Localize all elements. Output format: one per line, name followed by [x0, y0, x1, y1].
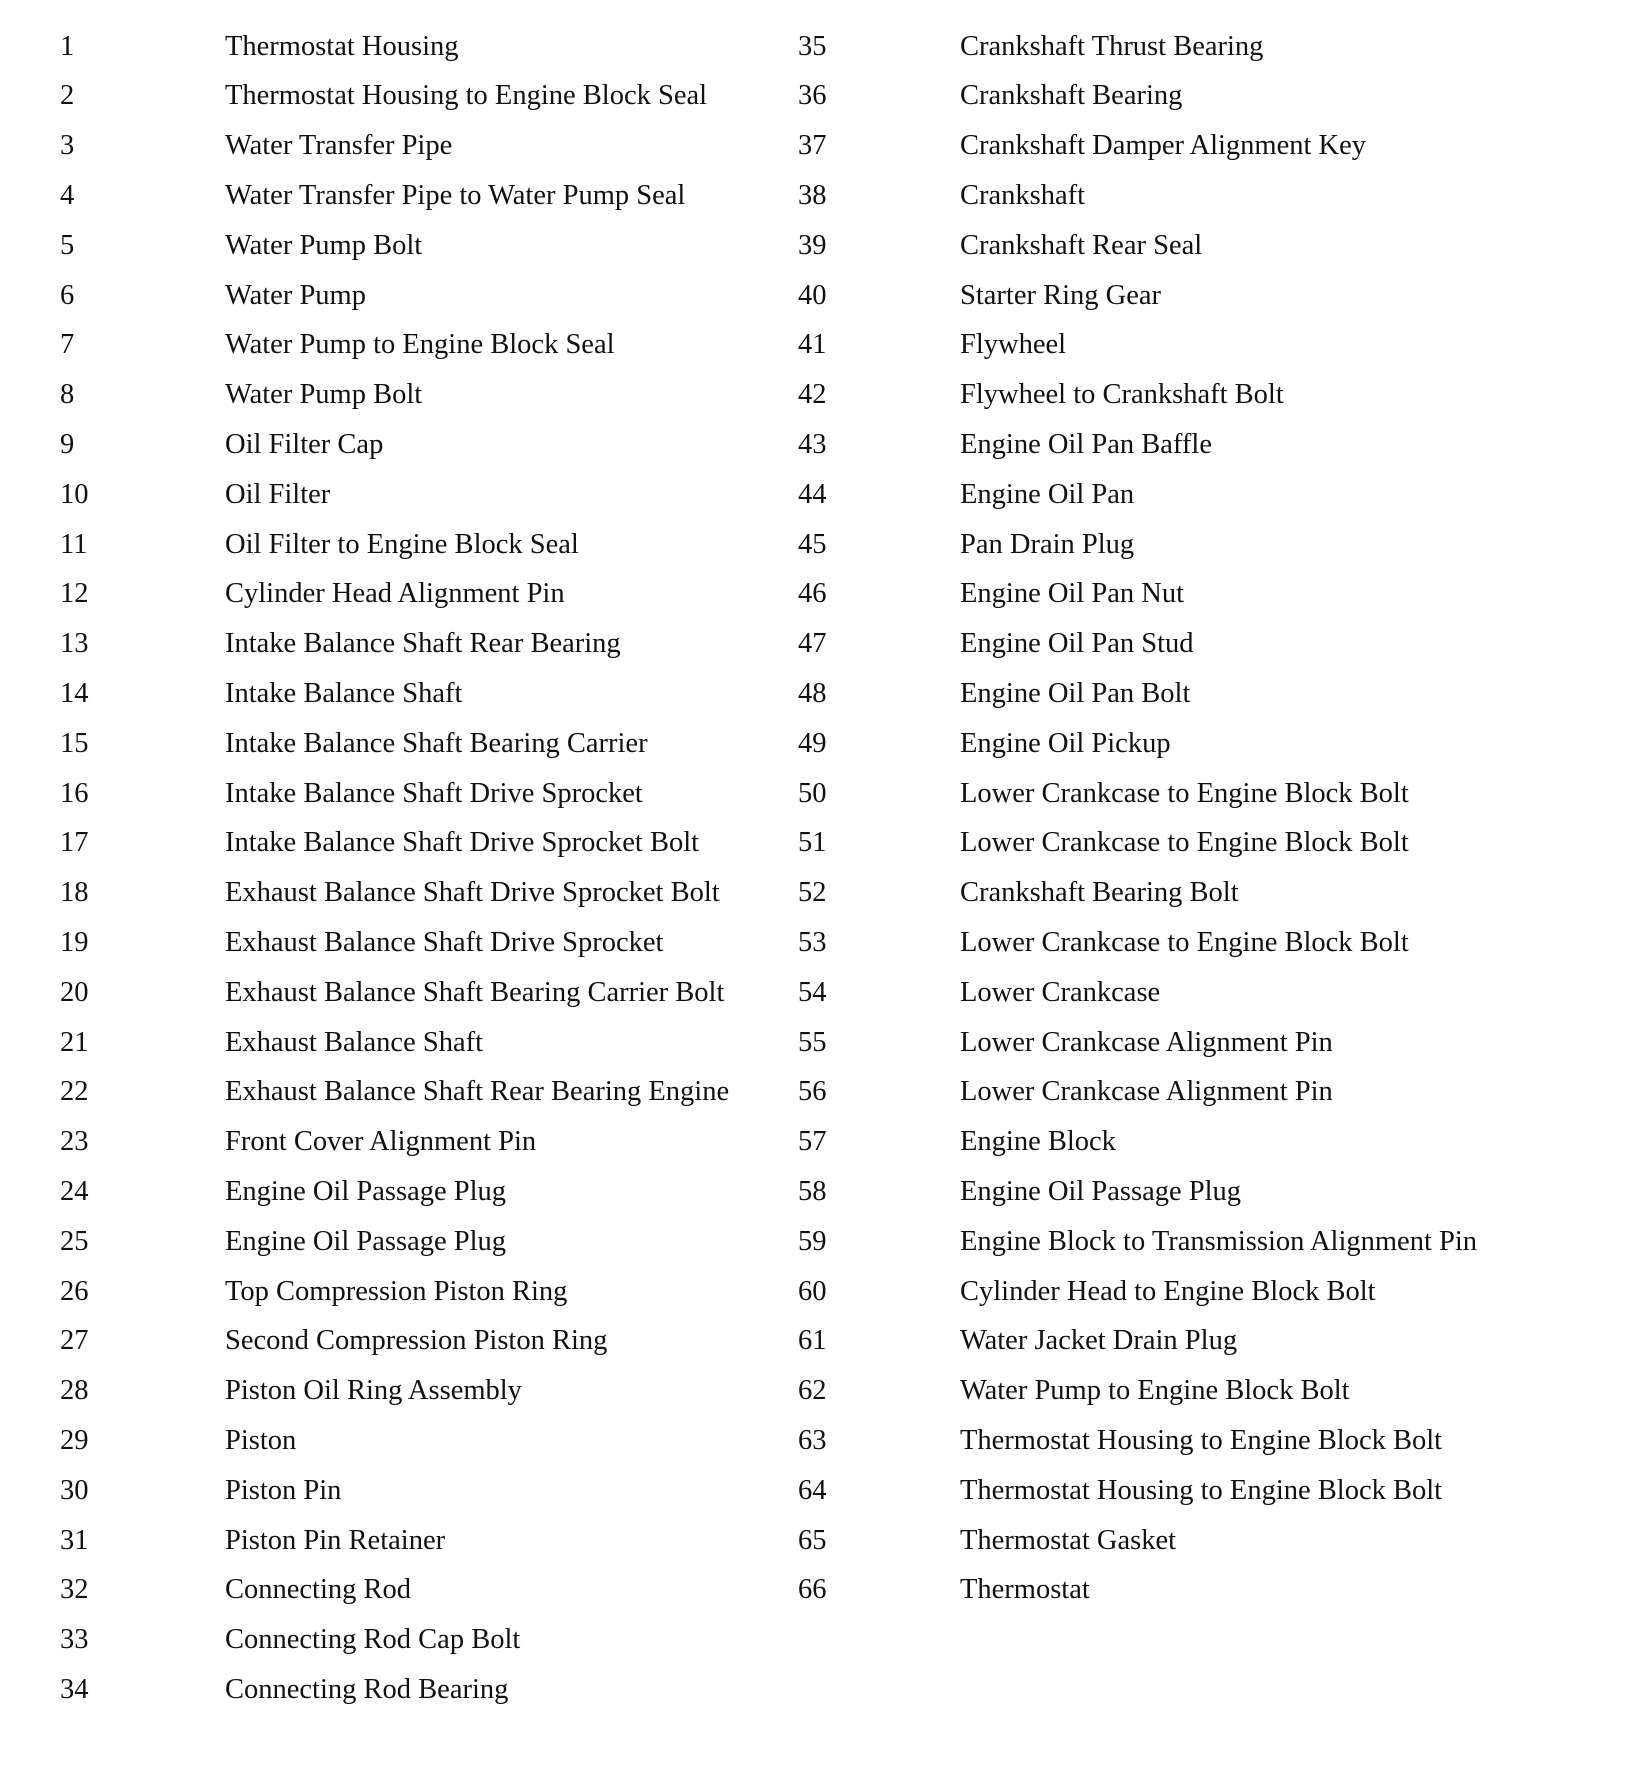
- parts-list-item: [798, 620, 1598, 670]
- part-name: Water Pump to Engine Block Bolt: [960, 1375, 1350, 1407]
- part-number: 9: [60, 429, 75, 461]
- parts-list-item: [60, 1416, 780, 1466]
- parts-list-item: [798, 968, 1598, 1018]
- part-number: 19: [60, 926, 89, 958]
- part-name: Engine Block: [960, 1126, 1116, 1158]
- part-name: Connecting Rod: [225, 1574, 412, 1606]
- parts-list-item: [60, 869, 780, 919]
- part-number: 40: [798, 279, 827, 311]
- part-number: 59: [798, 1225, 827, 1257]
- part-name: Cylinder Head Alignment Pin: [225, 578, 565, 610]
- parts-list-item: [60, 271, 780, 321]
- parts-list-item: [798, 420, 1598, 470]
- parts-list-item: [60, 1616, 780, 1666]
- parts-list-item: [60, 769, 780, 819]
- part-name: Thermostat Housing to Engine Block Bolt: [960, 1424, 1443, 1456]
- parts-list-item: [798, 171, 1598, 221]
- part-number: 56: [798, 1076, 827, 1108]
- parts-list-item: [798, 470, 1598, 520]
- part-name: Oil Filter Cap: [225, 429, 384, 461]
- parts-list-item: [798, 669, 1598, 719]
- parts-list-item: [798, 1217, 1598, 1267]
- part-number: 13: [60, 628, 89, 660]
- parts-list-item: [60, 1167, 780, 1217]
- parts-list-item: [60, 171, 780, 221]
- part-number: 37: [798, 130, 827, 162]
- part-number: 61: [798, 1325, 827, 1357]
- part-number: 11: [60, 528, 88, 560]
- part-name: Water Pump: [225, 279, 366, 311]
- part-name: Engine Oil Pan Nut: [960, 578, 1185, 610]
- part-number: 65: [798, 1524, 827, 1556]
- part-number: 51: [798, 827, 827, 859]
- part-name: Engine Oil Passage Plug: [225, 1175, 507, 1207]
- part-number: 31: [60, 1524, 89, 1556]
- part-number: 60: [798, 1275, 827, 1307]
- parts-list-item: [798, 72, 1598, 122]
- parts-list-item: [60, 1566, 780, 1616]
- part-name: Intake Balance Shaft Drive Sprocket: [225, 777, 643, 809]
- part-name: Lower Crankcase Alignment Pin: [960, 1076, 1333, 1108]
- parts-list-item: [798, 221, 1598, 271]
- parts-list-item: [60, 1267, 780, 1317]
- parts-list-item: [798, 1317, 1598, 1367]
- part-number: 49: [798, 727, 827, 759]
- part-number: 63: [798, 1424, 827, 1456]
- part-number: 25: [60, 1225, 89, 1257]
- parts-list-item: [60, 1665, 780, 1715]
- part-name: Water Jacket Drain Plug: [960, 1325, 1238, 1357]
- parts-list-right-column: [798, 22, 1598, 1616]
- part-number: 62: [798, 1375, 827, 1407]
- part-number: 55: [798, 1026, 827, 1058]
- parts-list-item: [798, 869, 1598, 919]
- part-name: Intake Balance Shaft Rear Bearing: [225, 628, 621, 660]
- part-name: Intake Balance Shaft Drive Sprocket Bolt: [225, 827, 700, 859]
- part-name: Engine Oil Pan: [960, 478, 1135, 510]
- parts-list-item: [798, 1267, 1598, 1317]
- part-number: 38: [798, 180, 827, 212]
- part-name: Exhaust Balance Shaft: [225, 1026, 484, 1058]
- part-number: 2: [60, 80, 75, 112]
- parts-list-left-column: [60, 22, 780, 1715]
- part-name: Lower Crankcase to Engine Block Bolt: [960, 777, 1409, 809]
- part-name: Lower Crankcase Alignment Pin: [960, 1026, 1333, 1058]
- parts-list-item: [60, 719, 780, 769]
- part-number: 17: [60, 827, 89, 859]
- part-name: Engine Block to Transmission Alignment Pin: [960, 1225, 1478, 1257]
- part-name: Lower Crankcase to Engine Block Bolt: [960, 827, 1409, 859]
- part-name: Cylinder Head to Engine Block Bolt: [960, 1275, 1376, 1307]
- parts-list-item: [798, 819, 1598, 869]
- part-name: Thermostat: [960, 1574, 1090, 1606]
- parts-list-item: [60, 1018, 780, 1068]
- parts-list-item: [60, 22, 780, 72]
- part-number: 43: [798, 429, 827, 461]
- parts-list-item: [60, 470, 780, 520]
- parts-list-item: [60, 918, 780, 968]
- parts-list-item: [798, 1566, 1598, 1616]
- part-number: 58: [798, 1175, 827, 1207]
- part-number: 41: [798, 329, 827, 361]
- part-name: Lower Crankcase: [960, 976, 1161, 1008]
- part-name: Engine Oil Pan Bolt: [960, 678, 1191, 709]
- part-name: Intake Balance Shaft: [225, 678, 463, 709]
- part-number: 32: [60, 1574, 89, 1606]
- part-name: Engine Oil Pan Baffle: [960, 429, 1212, 461]
- part-name: Lower Crankcase to Engine Block Bolt: [960, 926, 1409, 958]
- part-name: Flywheel: [960, 329, 1067, 361]
- part-number: 54: [798, 976, 827, 1008]
- parts-list-item: [798, 918, 1598, 968]
- part-name: Crankshaft Bearing: [960, 80, 1183, 112]
- part-number: 30: [60, 1474, 89, 1506]
- parts-list-item: [60, 1217, 780, 1267]
- part-number: 66: [798, 1574, 827, 1606]
- part-number: 15: [60, 727, 89, 759]
- part-name: Water Transfer Pipe to Water Pump Seal: [225, 180, 686, 212]
- part-number: 64: [798, 1474, 827, 1506]
- part-number: 28: [60, 1375, 89, 1407]
- part-name: Water Pump Bolt: [225, 379, 423, 411]
- parts-list-item: [798, 1466, 1598, 1516]
- part-name: Oil Filter to Engine Block Seal: [225, 528, 579, 560]
- part-name: Water Transfer Pipe: [225, 130, 453, 162]
- part-number: 44: [798, 478, 827, 510]
- part-number: 8: [60, 379, 75, 411]
- parts-list-item: [798, 1367, 1598, 1417]
- parts-list-item: [798, 769, 1598, 819]
- parts-list-item: [798, 719, 1598, 769]
- parts-list-item: [60, 819, 780, 869]
- part-number: 35: [798, 30, 827, 62]
- part-name: Engine Oil Passage Plug: [960, 1175, 1242, 1207]
- parts-list-item: [798, 22, 1598, 72]
- parts-list-item: [60, 221, 780, 271]
- part-name: Second Compression Piston Ring: [225, 1325, 608, 1357]
- part-name: Crankshaft Bearing Bolt: [960, 877, 1239, 909]
- part-number: 5: [60, 229, 75, 261]
- part-number: 46: [798, 578, 827, 610]
- parts-list-item: [60, 669, 780, 719]
- part-number: 53: [798, 926, 827, 958]
- parts-list-item: [60, 520, 780, 570]
- part-name: Connecting Rod Cap Bolt: [225, 1624, 521, 1656]
- part-number: 14: [60, 678, 89, 709]
- parts-list-item: [60, 1367, 780, 1417]
- parts-list-item: [798, 122, 1598, 172]
- part-number: 4: [60, 180, 75, 212]
- part-name: Exhaust Balance Shaft Bearing Carrier Bolt: [225, 976, 725, 1008]
- parts-list-item: [798, 1416, 1598, 1466]
- part-name: Top Compression Piston Ring: [225, 1275, 568, 1307]
- part-name: Crankshaft Rear Seal: [960, 229, 1203, 261]
- part-number: 3: [60, 130, 75, 162]
- part-name: Piston Pin Retainer: [225, 1524, 446, 1556]
- parts-list-item: [798, 570, 1598, 620]
- part-name: Flywheel to Crankshaft Bolt: [960, 379, 1284, 411]
- part-number: 27: [60, 1325, 89, 1357]
- parts-list-item: [798, 1516, 1598, 1566]
- part-name: Exhaust Balance Shaft Drive Sprocket Bolt: [225, 877, 720, 909]
- part-name: Piston Oil Ring Assembly: [225, 1375, 522, 1407]
- part-name: Intake Balance Shaft Bearing Carrier: [225, 727, 648, 759]
- part-number: 48: [798, 678, 827, 709]
- part-name: Connecting Rod Bearing: [225, 1673, 509, 1705]
- part-number: 7: [60, 329, 75, 361]
- part-number: 47: [798, 628, 827, 660]
- part-name: Engine Oil Pickup: [960, 727, 1171, 759]
- part-name: Thermostat Housing to Engine Block Seal: [225, 80, 708, 112]
- part-name: Crankshaft: [960, 180, 1086, 212]
- parts-list-item: [798, 1018, 1598, 1068]
- parts-list-item: [60, 968, 780, 1018]
- part-name: Crankshaft Damper Alignment Key: [960, 130, 1367, 162]
- part-name: Exhaust Balance Shaft Rear Bearing Engine: [225, 1076, 730, 1108]
- part-name: Engine Oil Passage Plug: [225, 1225, 507, 1257]
- part-number: 16: [60, 777, 89, 809]
- parts-list-item: [60, 1317, 780, 1367]
- part-number: 33: [60, 1624, 89, 1656]
- parts-list-item: [60, 420, 780, 470]
- parts-list-item: [798, 321, 1598, 371]
- parts-list-item: [798, 371, 1598, 421]
- parts-list-item: [60, 620, 780, 670]
- parts-list-item: [60, 72, 780, 122]
- parts-list-item: [798, 1118, 1598, 1168]
- parts-list-item: [60, 1118, 780, 1168]
- part-number: 29: [60, 1424, 89, 1456]
- part-name: Piston Pin: [225, 1474, 342, 1506]
- part-number: 52: [798, 877, 827, 909]
- part-number: 36: [798, 80, 827, 112]
- part-name: Oil Filter: [225, 478, 331, 510]
- parts-list-item: [798, 1068, 1598, 1118]
- part-number: 57: [798, 1126, 827, 1158]
- part-name: Exhaust Balance Shaft Drive Sprocket: [225, 926, 664, 958]
- part-number: 45: [798, 528, 827, 560]
- part-number: 6: [60, 279, 75, 311]
- part-name: Water Pump Bolt: [225, 229, 423, 261]
- part-number: 1: [60, 30, 75, 62]
- parts-list-item: [60, 371, 780, 421]
- parts-list-item: [60, 1068, 780, 1118]
- part-name: Thermostat Gasket: [960, 1524, 1177, 1556]
- part-number: 22: [60, 1076, 89, 1108]
- part-number: 23: [60, 1126, 89, 1158]
- part-name: Pan Drain Plug: [960, 528, 1135, 560]
- part-number: 24: [60, 1175, 89, 1207]
- part-number: 10: [60, 478, 89, 510]
- part-name: Front Cover Alignment Pin: [225, 1126, 537, 1158]
- part-number: 21: [60, 1026, 89, 1058]
- part-name: Engine Oil Pan Stud: [960, 628, 1194, 660]
- parts-list-item: [60, 1516, 780, 1566]
- part-number: 26: [60, 1275, 89, 1307]
- part-number: 39: [798, 229, 827, 261]
- part-number: 50: [798, 777, 827, 809]
- part-name: Starter Ring Gear: [960, 279, 1162, 311]
- part-number: 12: [60, 578, 89, 610]
- parts-list-item: [798, 520, 1598, 570]
- part-number: 18: [60, 877, 89, 909]
- part-number: 34: [60, 1673, 89, 1705]
- parts-list-item: [798, 1167, 1598, 1217]
- part-name: Crankshaft Thrust Bearing: [960, 30, 1264, 62]
- part-number: 20: [60, 976, 89, 1008]
- part-number: 42: [798, 379, 827, 411]
- part-name: Piston: [225, 1424, 297, 1456]
- part-name: Thermostat Housing to Engine Block Bolt: [960, 1474, 1443, 1506]
- part-name: Water Pump to Engine Block Seal: [225, 329, 615, 361]
- parts-list-item: [60, 570, 780, 620]
- parts-list-item: [60, 122, 780, 172]
- part-name: Thermostat Housing: [225, 30, 459, 62]
- parts-list-item: [60, 1466, 780, 1516]
- parts-list-item: [60, 321, 780, 371]
- parts-list-item: [798, 271, 1598, 321]
